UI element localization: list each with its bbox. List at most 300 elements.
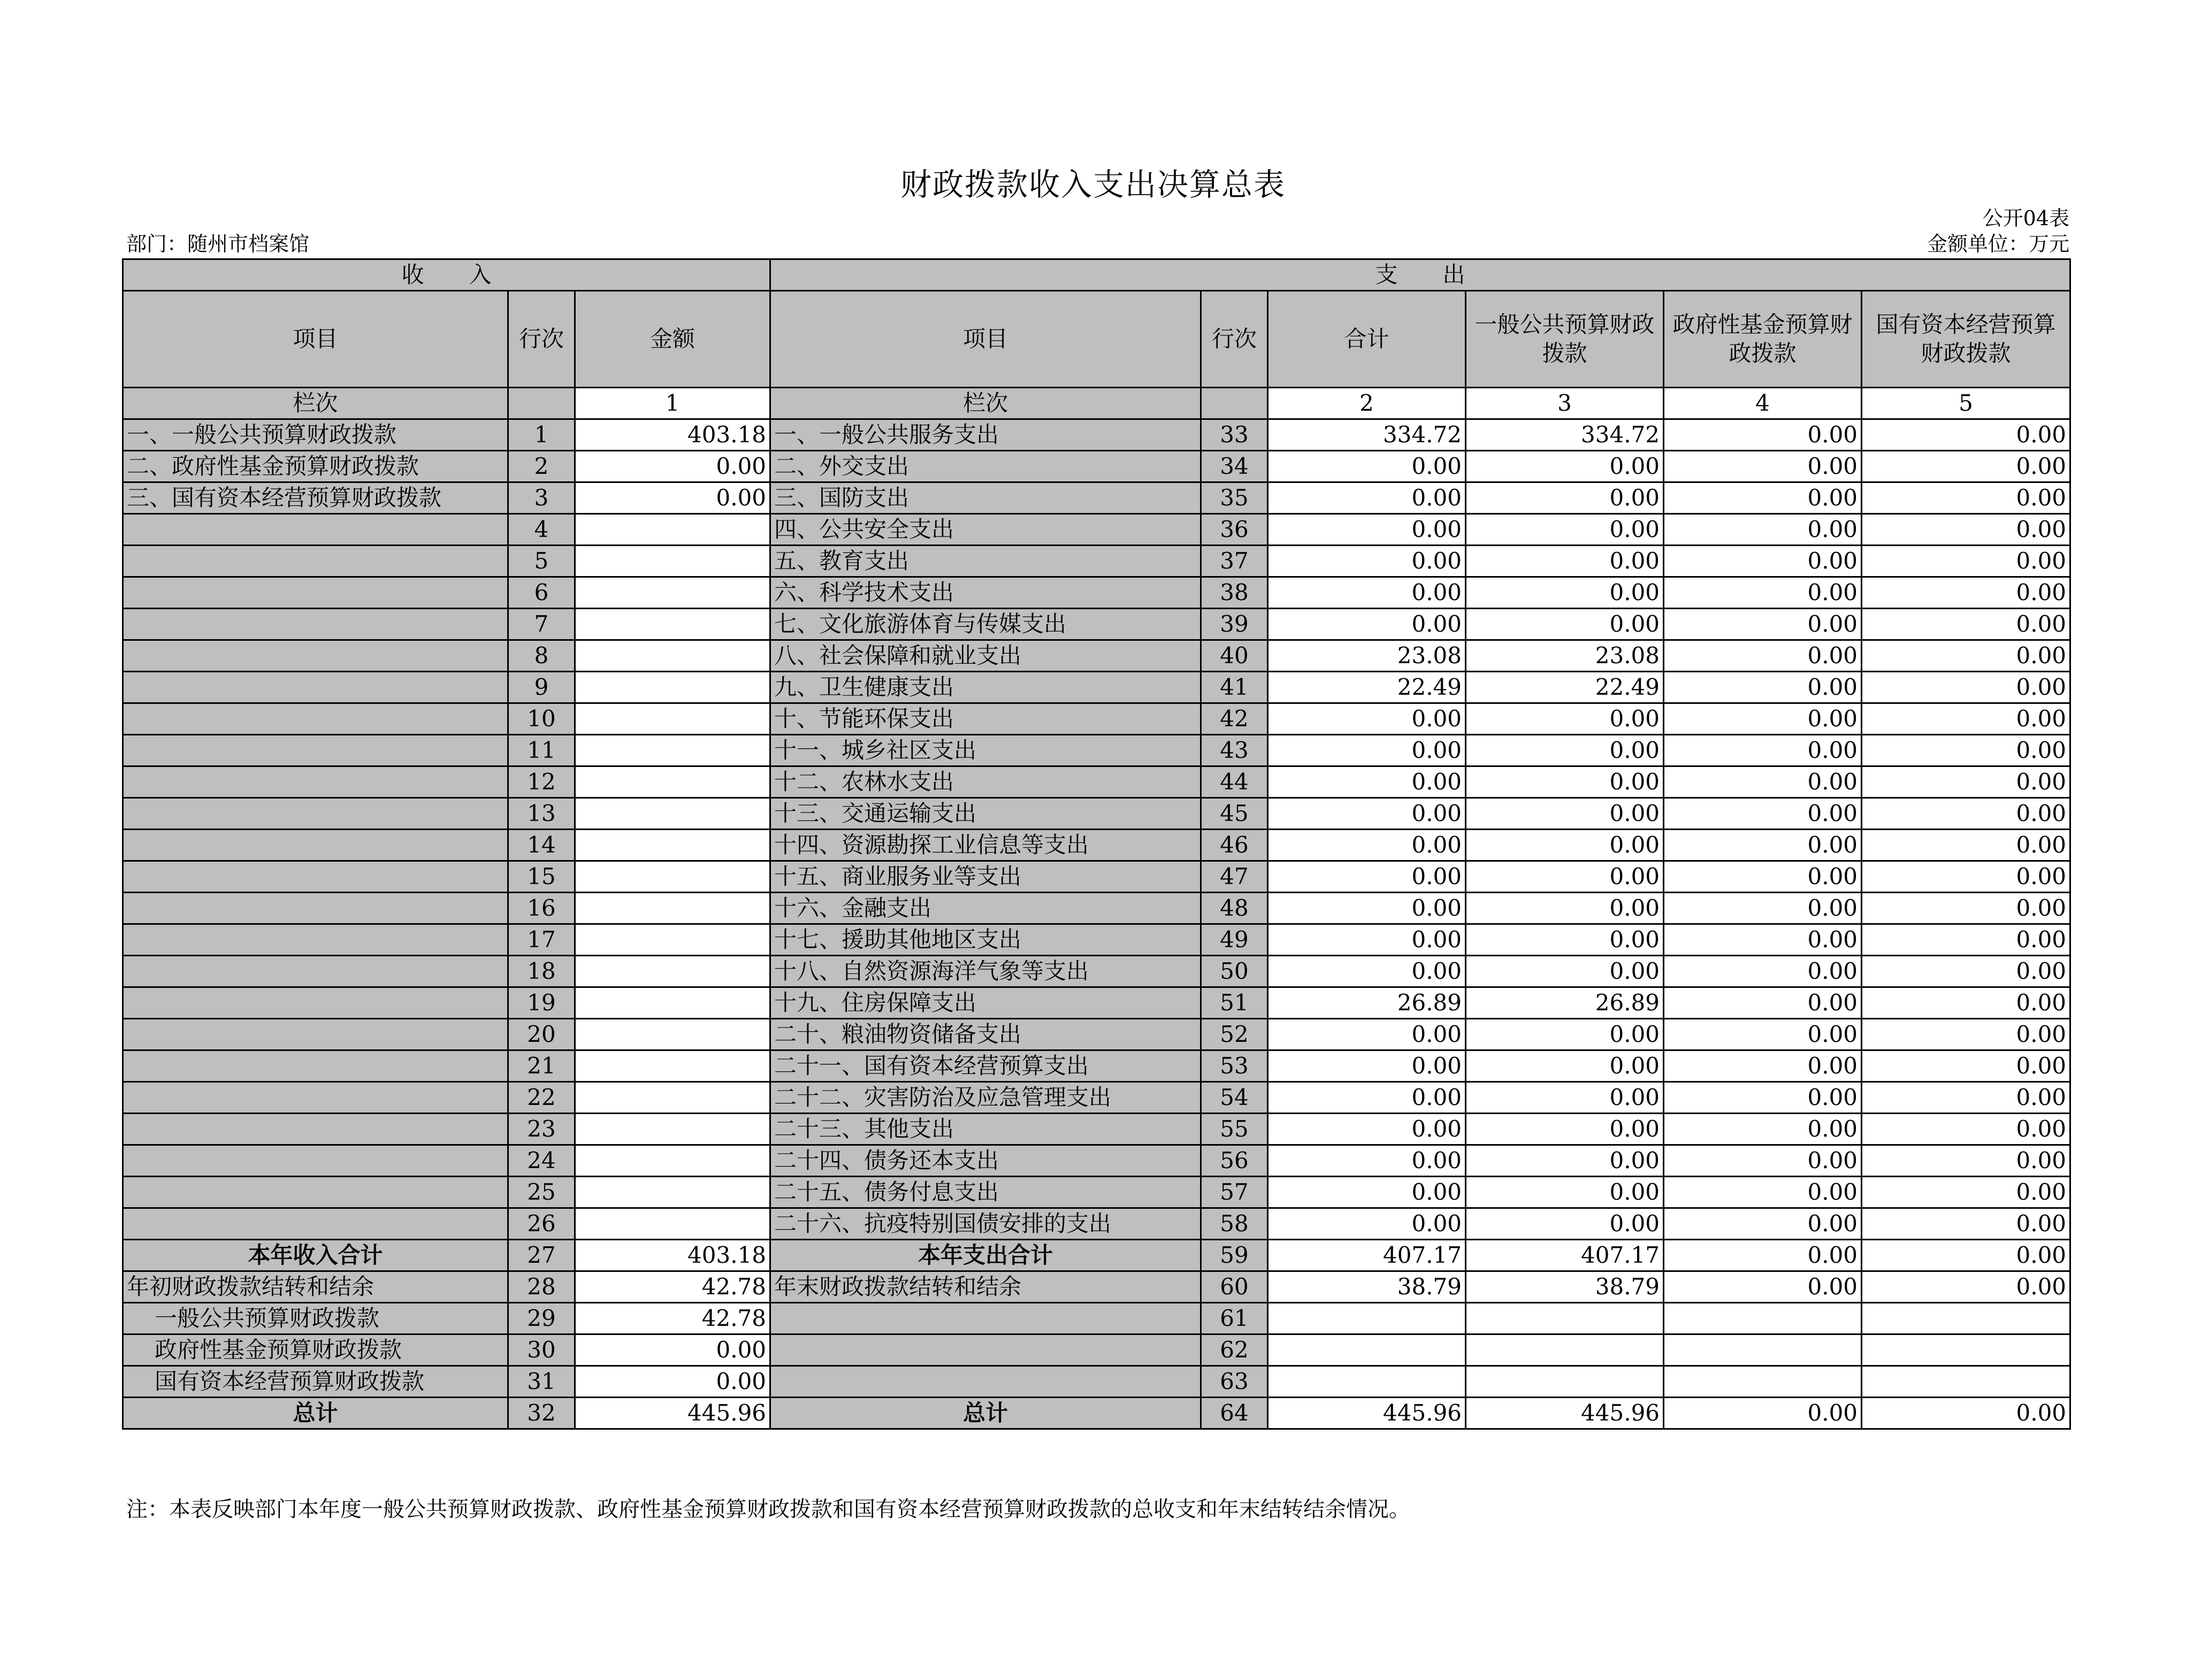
expense-general-budget: 0.00 (1466, 1145, 1664, 1177)
income-item (123, 830, 508, 861)
table-row (123, 1050, 2070, 1082)
expense-state-capital: 0.00 (1862, 703, 2070, 735)
expense-fund-budget: 0.00 (1664, 1177, 1862, 1208)
income-amount (575, 1082, 770, 1114)
income-item (123, 987, 508, 1019)
expense-item (770, 1334, 1201, 1366)
income-line-no: 31 (508, 1366, 575, 1398)
expense-item: 九、卫生健康支出 (770, 672, 1201, 703)
income-item (123, 798, 508, 830)
expense-general-budget: 0.00 (1466, 577, 1664, 609)
expense-line-no: 48 (1201, 893, 1268, 924)
expense-fund-budget: 0.00 (1664, 893, 1862, 924)
header-state-capital: 国有资本经营预算财政拨款 (1862, 291, 2070, 388)
expense-item: 十七、援助其他地区支出 (770, 924, 1201, 956)
expense-item: 十五、商业服务业等支出 (770, 861, 1201, 893)
expense-state-capital: 0.00 (1862, 798, 2070, 830)
expense-fund-budget: 0.00 (1664, 514, 1862, 546)
income-amount (575, 1050, 770, 1082)
table-row (123, 1114, 2070, 1145)
table-row (123, 1019, 2070, 1050)
income-item (123, 514, 508, 546)
expense-total: 0.00 (1268, 893, 1466, 924)
income-item (123, 1082, 508, 1114)
expense-total: 0.00 (1268, 1082, 1466, 1114)
expense-total: 0.00 (1268, 956, 1466, 987)
col-no-cell: 3 (1466, 388, 1664, 419)
expense-line-no: 41 (1201, 672, 1268, 703)
department-label: 部门：随州市档案馆 (126, 232, 310, 256)
expense-fund-budget: 0.00 (1664, 1208, 1862, 1240)
col-no-cell: 4 (1664, 388, 1862, 419)
expense-item: 二十六、抗疫特别国债安排的支出 (770, 1208, 1201, 1240)
expense-state-capital: 0.00 (1862, 956, 2070, 987)
expense-state-capital: 0.00 (1862, 766, 2070, 798)
expense-line-no: 49 (1201, 924, 1268, 956)
expense-line-no: 43 (1201, 735, 1268, 766)
expense-general-budget: 0.00 (1466, 609, 1664, 640)
income-amount (575, 1019, 770, 1050)
expense-state-capital: 0.00 (1862, 924, 2070, 956)
expense-item: 十三、交通运输支出 (770, 798, 1201, 830)
expense-fund-budget: 0.00 (1664, 1050, 1862, 1082)
expense-item: 二十三、其他支出 (770, 1114, 1201, 1145)
income-item: 一、一般公共预算财政拨款 (123, 419, 508, 451)
expense-state-capital: 0.00 (1862, 861, 2070, 893)
expense-state-capital (1862, 1366, 2070, 1398)
expense-line-no: 64 (1201, 1398, 1268, 1429)
expense-item: 十九、住房保障支出 (770, 987, 1201, 1019)
col-no-cell: 栏次 (123, 388, 508, 419)
expense-state-capital (1862, 1334, 2070, 1366)
expense-fund-budget: 0.00 (1664, 735, 1862, 766)
expense-line-no: 51 (1201, 987, 1268, 1019)
form-number: 公开04表 (1982, 206, 2069, 230)
income-line-no: 16 (508, 893, 575, 924)
expense-total (1268, 1366, 1466, 1398)
expense-fund-budget: 0.00 (1664, 419, 1862, 451)
expense-general-budget: 0.00 (1466, 956, 1664, 987)
expense-line-no: 62 (1201, 1334, 1268, 1366)
expense-general-budget: 0.00 (1466, 514, 1664, 546)
income-line-no: 4 (508, 514, 575, 546)
expense-item: 二十一、国有资本经营预算支出 (770, 1050, 1201, 1082)
expense-total: 0.00 (1268, 577, 1466, 609)
table-row (123, 703, 2070, 735)
header-total: 合计 (1268, 291, 1466, 388)
expense-line-no: 33 (1201, 419, 1268, 451)
income-item: 总计 (123, 1398, 508, 1429)
expense-general-budget (1466, 1366, 1664, 1398)
income-amount (575, 861, 770, 893)
income-amount (575, 577, 770, 609)
table-row (123, 419, 2070, 451)
income-line-no: 14 (508, 830, 575, 861)
expense-total: 0.00 (1268, 924, 1466, 956)
expense-item: 十六、金融支出 (770, 893, 1201, 924)
expense-general-budget: 0.00 (1466, 546, 1664, 577)
expense-total: 445.96 (1268, 1398, 1466, 1429)
expense-general-budget: 0.00 (1466, 735, 1664, 766)
expense-fund-budget: 0.00 (1664, 1271, 1862, 1303)
expense-line-no: 56 (1201, 1145, 1268, 1177)
expense-fund-budget: 0.00 (1664, 1019, 1862, 1050)
table-row (123, 987, 2070, 1019)
income-amount (575, 924, 770, 956)
carryover-row (123, 1366, 2070, 1398)
column-header-row (123, 291, 2070, 388)
expense-fund-budget: 0.00 (1664, 766, 1862, 798)
expense-item: 八、社会保障和就业支出 (770, 640, 1201, 672)
income-line-no: 8 (508, 640, 575, 672)
expense-line-no: 38 (1201, 577, 1268, 609)
income-amount (575, 546, 770, 577)
expense-item: 二十、粮油物资储备支出 (770, 1019, 1201, 1050)
income-amount (575, 956, 770, 987)
income-amount: 403.18 (575, 419, 770, 451)
income-item (123, 1208, 508, 1240)
income-line-no: 2 (508, 451, 575, 482)
expense-general-budget: 22.49 (1466, 672, 1664, 703)
expense-total: 407.17 (1268, 1240, 1466, 1271)
income-amount: 42.78 (575, 1303, 770, 1334)
table-row (123, 1082, 2070, 1114)
expense-line-no: 35 (1201, 482, 1268, 514)
income-line-no: 5 (508, 546, 575, 577)
expense-total: 0.00 (1268, 1019, 1466, 1050)
expense-item: 十四、资源勘探工业信息等支出 (770, 830, 1201, 861)
income-amount: 42.78 (575, 1271, 770, 1303)
col-no-cell: 栏次 (770, 388, 1201, 419)
expense-state-capital: 0.00 (1862, 577, 2070, 609)
income-item (123, 577, 508, 609)
income-amount: 0.00 (575, 1366, 770, 1398)
expense-state-capital: 0.00 (1862, 1398, 2070, 1429)
income-amount (575, 640, 770, 672)
expense-line-no: 63 (1201, 1366, 1268, 1398)
section-header-row (123, 259, 2070, 291)
expense-total: 0.00 (1268, 482, 1466, 514)
expense-fund-budget: 0.00 (1664, 1240, 1862, 1271)
table-row (123, 577, 2070, 609)
income-amount (575, 893, 770, 924)
expense-fund-budget (1664, 1334, 1862, 1366)
income-amount (575, 735, 770, 766)
income-item: 国有资本经营预算财政拨款 (123, 1366, 508, 1398)
income-line-no: 29 (508, 1303, 575, 1334)
income-amount (575, 703, 770, 735)
expense-fund-budget (1664, 1366, 1862, 1398)
expense-state-capital: 0.00 (1862, 546, 2070, 577)
expense-total: 0.00 (1268, 703, 1466, 735)
expense-general-budget: 0.00 (1466, 1019, 1664, 1050)
table-row (123, 546, 2070, 577)
expense-line-no: 50 (1201, 956, 1268, 987)
carryover-row (123, 1271, 2070, 1303)
income-item: 一般公共预算财政拨款 (123, 1303, 508, 1334)
amount-unit-label: 金额单位：万元 (1927, 232, 2069, 256)
income-section-header: 收 入 (123, 259, 770, 291)
table-row (123, 1177, 2070, 1208)
carryover-row (123, 1334, 2070, 1366)
income-amount (575, 1145, 770, 1177)
income-item: 二、政府性基金预算财政拨款 (123, 451, 508, 482)
expense-fund-budget: 0.00 (1664, 609, 1862, 640)
income-line-no: 13 (508, 798, 575, 830)
expense-total: 0.00 (1268, 735, 1466, 766)
expense-item: 七、文化旅游体育与传媒支出 (770, 609, 1201, 640)
expense-item: 十二、农林水支出 (770, 766, 1201, 798)
table-row (123, 1208, 2070, 1240)
income-item: 年初财政拨款结转和结余 (123, 1271, 508, 1303)
income-item (123, 861, 508, 893)
grand-total-row (123, 1398, 2070, 1429)
expense-general-budget: 0.00 (1466, 830, 1664, 861)
expense-general-budget: 407.17 (1466, 1240, 1664, 1271)
expense-state-capital: 0.00 (1862, 640, 2070, 672)
header-line-no: 行次 (508, 291, 575, 388)
col-no-cell (508, 388, 575, 419)
expense-state-capital: 0.00 (1862, 893, 2070, 924)
expense-general-budget (1466, 1303, 1664, 1334)
income-line-no: 25 (508, 1177, 575, 1208)
income-amount (575, 1208, 770, 1240)
table-row (123, 956, 2070, 987)
expense-fund-budget: 0.00 (1664, 987, 1862, 1019)
expense-item: 五、教育支出 (770, 546, 1201, 577)
income-item (123, 1019, 508, 1050)
expense-state-capital: 0.00 (1862, 1208, 2070, 1240)
expense-total: 0.00 (1268, 798, 1466, 830)
expense-line-no: 42 (1201, 703, 1268, 735)
expense-fund-budget: 0.00 (1664, 830, 1862, 861)
expense-line-no: 54 (1201, 1082, 1268, 1114)
income-line-no: 1 (508, 419, 575, 451)
expense-general-budget: 0.00 (1466, 893, 1664, 924)
expense-state-capital: 0.00 (1862, 1082, 2070, 1114)
expense-total: 23.08 (1268, 640, 1466, 672)
expense-state-capital: 0.00 (1862, 514, 2070, 546)
expense-total (1268, 1334, 1466, 1366)
expense-fund-budget: 0.00 (1664, 956, 1862, 987)
expense-item: 六、科学技术支出 (770, 577, 1201, 609)
income-line-no: 3 (508, 482, 575, 514)
expense-line-no: 60 (1201, 1271, 1268, 1303)
expense-line-no: 53 (1201, 1050, 1268, 1082)
income-item (123, 672, 508, 703)
table-row (123, 609, 2070, 640)
table-row (123, 830, 2070, 861)
income-item (123, 956, 508, 987)
income-item (123, 546, 508, 577)
expense-total: 26.89 (1268, 987, 1466, 1019)
income-line-no: 15 (508, 861, 575, 893)
expense-fund-budget: 0.00 (1664, 924, 1862, 956)
header-line-no-expense: 行次 (1201, 291, 1268, 388)
table-row (123, 451, 2070, 482)
footnote: 注：本表反映部门本年度一般公共预算财政拨款、政府性基金预算财政拨款和国有资本经营预算财政拨款的总收支和年末结转结余情况。 (126, 1497, 1410, 1522)
table-row (123, 514, 2070, 546)
expense-total: 0.00 (1268, 1114, 1466, 1145)
expense-item: 十一、城乡社区支出 (770, 735, 1201, 766)
expense-state-capital: 0.00 (1862, 482, 2070, 514)
expense-fund-budget: 0.00 (1664, 640, 1862, 672)
expense-state-capital: 0.00 (1862, 451, 2070, 482)
income-line-no: 9 (508, 672, 575, 703)
expense-total: 334.72 (1268, 419, 1466, 451)
income-item (123, 735, 508, 766)
income-line-no: 10 (508, 703, 575, 735)
expense-state-capital: 0.00 (1862, 1114, 2070, 1145)
table-row (123, 482, 2070, 514)
income-item: 本年收入合计 (123, 1240, 508, 1271)
table-row (123, 735, 2070, 766)
expense-state-capital: 0.00 (1862, 1177, 2070, 1208)
income-line-no: 20 (508, 1019, 575, 1050)
expense-item: 二、外交支出 (770, 451, 1201, 482)
expense-total: 0.00 (1268, 1177, 1466, 1208)
expense-total: 0.00 (1268, 514, 1466, 546)
expense-item: 一、一般公共服务支出 (770, 419, 1201, 451)
expense-line-no: 34 (1201, 451, 1268, 482)
expense-general-budget: 0.00 (1466, 1050, 1664, 1082)
expense-fund-budget: 0.00 (1664, 798, 1862, 830)
expense-line-no: 44 (1201, 766, 1268, 798)
expense-fund-budget (1664, 1303, 1862, 1334)
expense-general-budget: 0.00 (1466, 798, 1664, 830)
expense-section-header: 支 出 (770, 259, 2070, 291)
expense-general-budget: 0.00 (1466, 924, 1664, 956)
income-line-no: 32 (508, 1398, 575, 1429)
expense-item: 二十二、灾害防治及应急管理支出 (770, 1082, 1201, 1114)
expense-general-budget: 0.00 (1466, 482, 1664, 514)
income-amount (575, 830, 770, 861)
expense-total: 0.00 (1268, 451, 1466, 482)
table-row (123, 924, 2070, 956)
expense-state-capital: 0.00 (1862, 1271, 2070, 1303)
expense-general-budget: 0.00 (1466, 766, 1664, 798)
expense-line-no: 52 (1201, 1019, 1268, 1050)
expense-state-capital: 0.00 (1862, 735, 2070, 766)
expense-item: 四、公共安全支出 (770, 514, 1201, 546)
expense-state-capital: 0.00 (1862, 672, 2070, 703)
expense-state-capital: 0.00 (1862, 830, 2070, 861)
income-line-no: 18 (508, 956, 575, 987)
table-row (123, 766, 2070, 798)
expense-total: 0.00 (1268, 1208, 1466, 1240)
income-line-no: 26 (508, 1208, 575, 1240)
page-title: 财政拨款收入支出决算总表 (900, 166, 1286, 203)
income-item (123, 1114, 508, 1145)
income-line-no: 21 (508, 1050, 575, 1082)
expense-fund-budget: 0.00 (1664, 546, 1862, 577)
table-row (123, 640, 2070, 672)
expense-state-capital: 0.00 (1862, 419, 2070, 451)
table-row (123, 1145, 2070, 1177)
expense-total: 0.00 (1268, 1050, 1466, 1082)
expense-general-budget: 0.00 (1466, 703, 1664, 735)
expense-item: 十、节能环保支出 (770, 703, 1201, 735)
income-amount: 445.96 (575, 1398, 770, 1429)
expense-general-budget: 334.72 (1466, 419, 1664, 451)
income-line-no: 22 (508, 1082, 575, 1114)
income-line-no: 19 (508, 987, 575, 1019)
income-amount (575, 766, 770, 798)
header-item: 项目 (123, 291, 508, 388)
expense-line-no: 61 (1201, 1303, 1268, 1334)
expense-total (1268, 1303, 1466, 1334)
income-amount (575, 514, 770, 546)
expense-line-no: 57 (1201, 1177, 1268, 1208)
expense-general-budget: 0.00 (1466, 1177, 1664, 1208)
expense-general-budget: 0.00 (1466, 1082, 1664, 1114)
income-item (123, 893, 508, 924)
income-line-no: 28 (508, 1271, 575, 1303)
expense-general-budget: 26.89 (1466, 987, 1664, 1019)
expense-line-no: 55 (1201, 1114, 1268, 1145)
income-line-no: 11 (508, 735, 575, 766)
year-total-row (123, 1240, 2070, 1271)
table-row (123, 798, 2070, 830)
expense-fund-budget: 0.00 (1664, 703, 1862, 735)
income-amount (575, 1114, 770, 1145)
expense-line-no: 36 (1201, 514, 1268, 546)
carryover-row (123, 1303, 2070, 1334)
expense-item (770, 1303, 1201, 1334)
expense-general-budget: 0.00 (1466, 861, 1664, 893)
expense-state-capital: 0.00 (1862, 1145, 2070, 1177)
expense-general-budget: 0.00 (1466, 451, 1664, 482)
expense-line-no: 45 (1201, 798, 1268, 830)
income-line-no: 17 (508, 924, 575, 956)
income-line-no: 30 (508, 1334, 575, 1366)
expense-fund-budget: 0.00 (1664, 672, 1862, 703)
income-item: 三、国有资本经营预算财政拨款 (123, 482, 508, 514)
expense-state-capital: 0.00 (1862, 609, 2070, 640)
income-line-no: 23 (508, 1114, 575, 1145)
expense-item: 年末财政拨款结转和结余 (770, 1271, 1201, 1303)
income-amount: 0.00 (575, 1334, 770, 1366)
expense-total: 0.00 (1268, 830, 1466, 861)
header-fund-budget: 政府性基金预算财政拨款 (1664, 291, 1862, 388)
expense-total: 0.00 (1268, 766, 1466, 798)
expense-total: 38.79 (1268, 1271, 1466, 1303)
expense-line-no: 39 (1201, 609, 1268, 640)
table-row (123, 893, 2070, 924)
income-amount (575, 798, 770, 830)
expense-fund-budget: 0.00 (1664, 1145, 1862, 1177)
expense-item: 二十四、债务还本支出 (770, 1145, 1201, 1177)
header-amount: 金额 (575, 291, 770, 388)
expense-line-no: 46 (1201, 830, 1268, 861)
income-amount (575, 672, 770, 703)
expense-state-capital: 0.00 (1862, 1050, 2070, 1082)
expense-total: 0.00 (1268, 546, 1466, 577)
expense-total: 0.00 (1268, 861, 1466, 893)
income-amount (575, 987, 770, 1019)
col-no-cell: 2 (1268, 388, 1466, 419)
expense-line-no: 47 (1201, 861, 1268, 893)
expense-item: 三、国防支出 (770, 482, 1201, 514)
income-line-no: 6 (508, 577, 575, 609)
col-no-cell: 1 (575, 388, 770, 419)
col-no-cell: 5 (1862, 388, 2070, 419)
table-row (123, 672, 2070, 703)
income-item: 政府性基金预算财政拨款 (123, 1334, 508, 1366)
expense-fund-budget: 0.00 (1664, 451, 1862, 482)
income-amount: 403.18 (575, 1240, 770, 1271)
income-amount: 0.00 (575, 451, 770, 482)
